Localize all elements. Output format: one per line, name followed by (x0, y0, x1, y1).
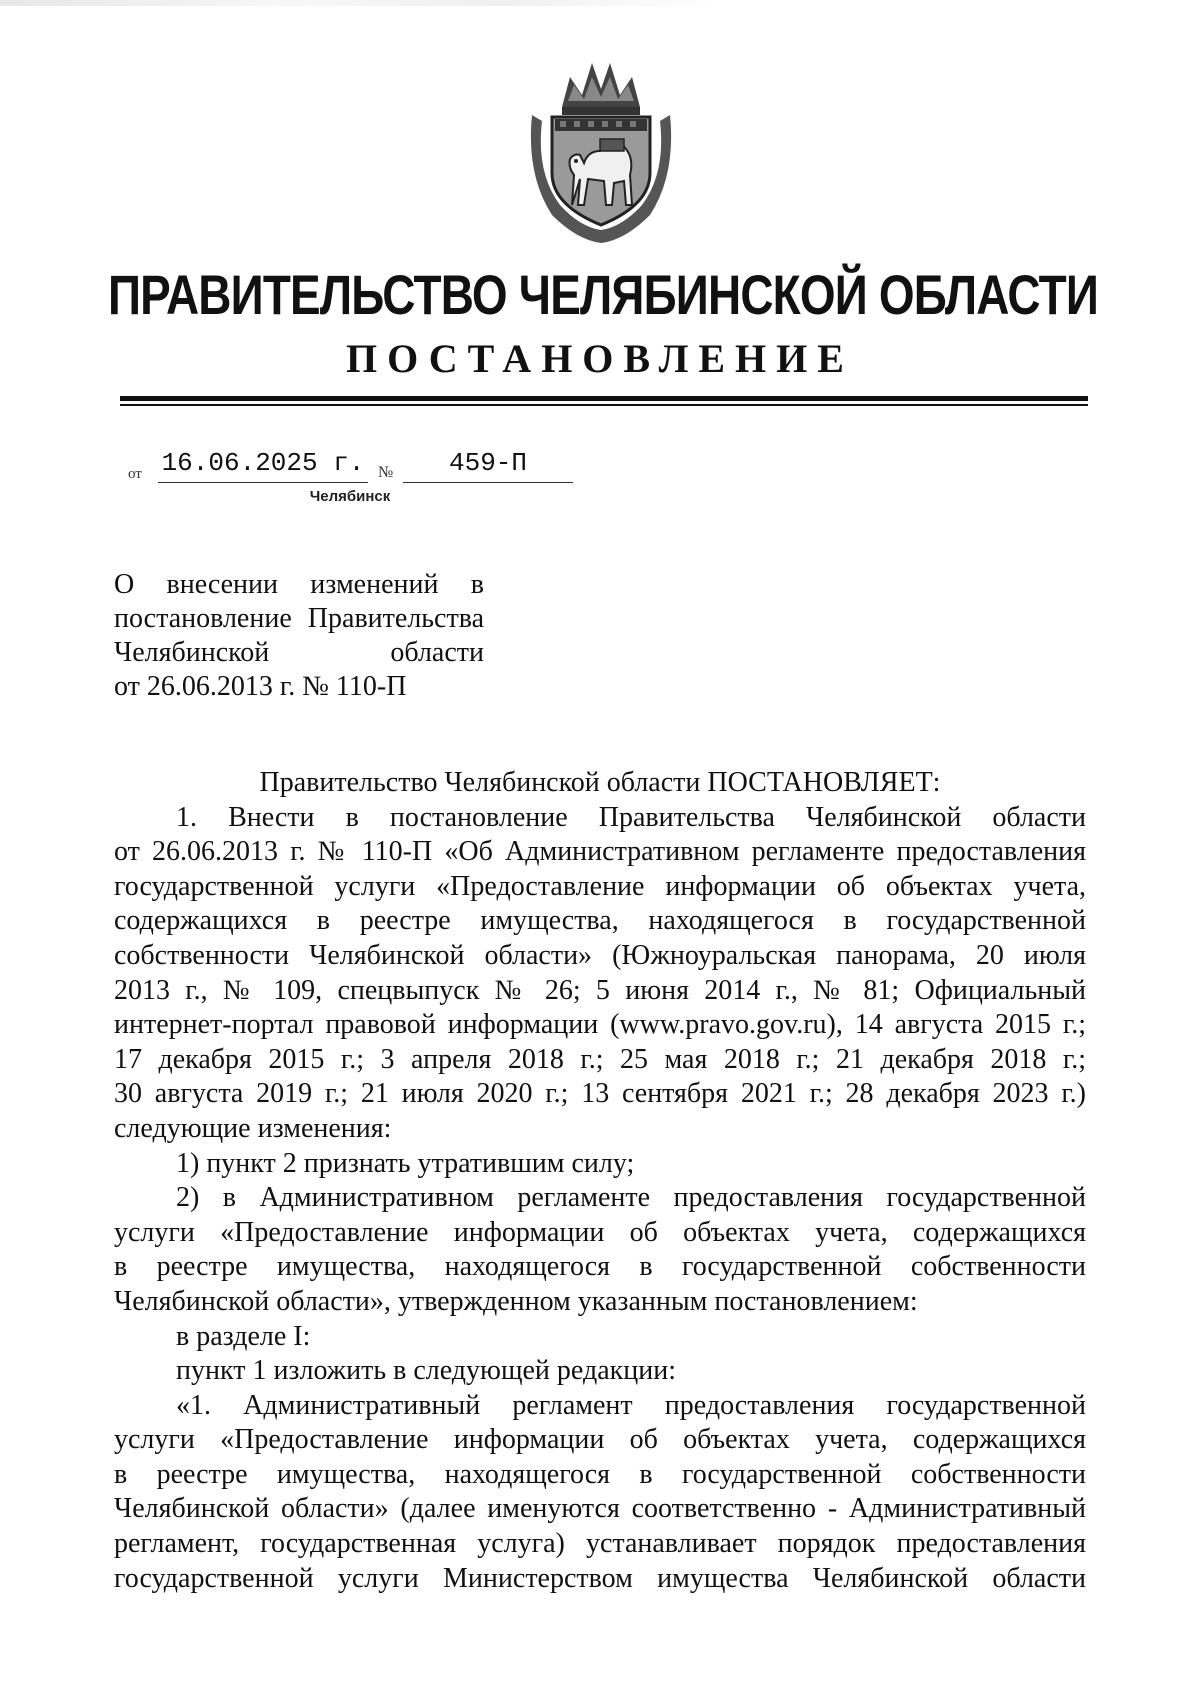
body-line: 30 августа 2019 г.; 21 июля 2020 г.; 13 сентября 2021 г.; 28 декабря 2023 г.) (114, 1078, 1086, 1110)
coat-of-arms-icon (522, 55, 680, 245)
document-body (114, 766, 1086, 1596)
body-line: 17 декабря 2015 г.; 3 апреля 2018 г.; 25 мая 2018 г.; 21 декабря 2018 г.; (114, 1043, 1086, 1075)
body-line: 1. Внести в постановление Правительства Челябинской области (176, 801, 1086, 833)
body-line: государственной услуги «Предоставление информации об объектах учета, (114, 870, 1086, 902)
label-number: № (378, 464, 394, 481)
header-divider-thick (120, 396, 1088, 401)
subject-line: О внесении изменений в (114, 569, 484, 600)
subject-line: от 26.06.2013 г. № 110-П (114, 671, 407, 702)
body-line: 2013 г., № 109, спецвыпуск № 26; 5 июня 2014 г., № 81; Официальный (114, 974, 1086, 1006)
body-line: Челябинской области», утвержденном указанным постановлением: (114, 1285, 918, 1317)
header-divider-thin (120, 404, 1088, 406)
body-line: Челябинской области» (далее именуются соответственно - Административный (114, 1493, 1086, 1525)
body-line: в реестре имущества, находящегося в государственной собственности (114, 1458, 1086, 1490)
body-line: в реестре имущества, находящегося в государственной собственности (114, 1251, 1086, 1283)
body-line: услуги «Предоставление информации об объектах учета, содержащихся (114, 1424, 1086, 1456)
document-type-title: ПОСТАНОВЛЕНИЕ (346, 336, 854, 381)
body-preamble: Правительство Челябинской области ПОСТАНОВЛЯЕТ: (259, 767, 941, 798)
body-line: услуги «Предоставление информации об объектах учета, содержащихся (114, 1216, 1086, 1248)
body-line: 2) в Административном регламенте предоставления государственной (176, 1182, 1086, 1214)
document-number: 459-П (403, 446, 573, 483)
scan-artifact (0, 0, 720, 6)
body-line: от 26.06.2013 г. № 110-П «Об Административном регламенте предоставления (114, 836, 1086, 868)
body-line: в разделе I: (176, 1320, 311, 1352)
body-line: «1. Административный регламент предоставления государственной (176, 1389, 1086, 1421)
label-from: от (128, 466, 142, 482)
government-title: ПРАВИТЕЛЬСТВО ЧЕЛЯБИНСКОЙ ОБЛАСТИ (108, 263, 1099, 326)
subject-line: постановление Правительства (114, 603, 484, 634)
body-line: собственности Челябинской области» (Южноуральская панорама, 20 июля (114, 939, 1086, 971)
subject-line: Челябинской области (114, 637, 484, 668)
body-line: интернет-портал правовой информации (www.pravo.gov.ru), 14 августа 2015 г.; (114, 1009, 1086, 1041)
body-line: пункт 1 изложить в следующей редакции: (176, 1355, 676, 1387)
document-date: 16.06.2025 г. (158, 446, 368, 483)
body-line: 1) пункт 2 признать утратившим силу; (176, 1147, 635, 1179)
body-line: регламент, государственная услуга) устанавливает порядок предоставления (114, 1528, 1086, 1560)
document-meta (128, 446, 568, 486)
document-city: Челябинск (309, 488, 391, 505)
body-line: содержащихся в реестре имущества, находящегося в государственной (114, 905, 1086, 937)
document-subject (114, 568, 484, 704)
body-line: государственной услуги Министерством имущества Челябинской области (114, 1562, 1086, 1594)
body-line: следующие изменения: (114, 1112, 392, 1144)
